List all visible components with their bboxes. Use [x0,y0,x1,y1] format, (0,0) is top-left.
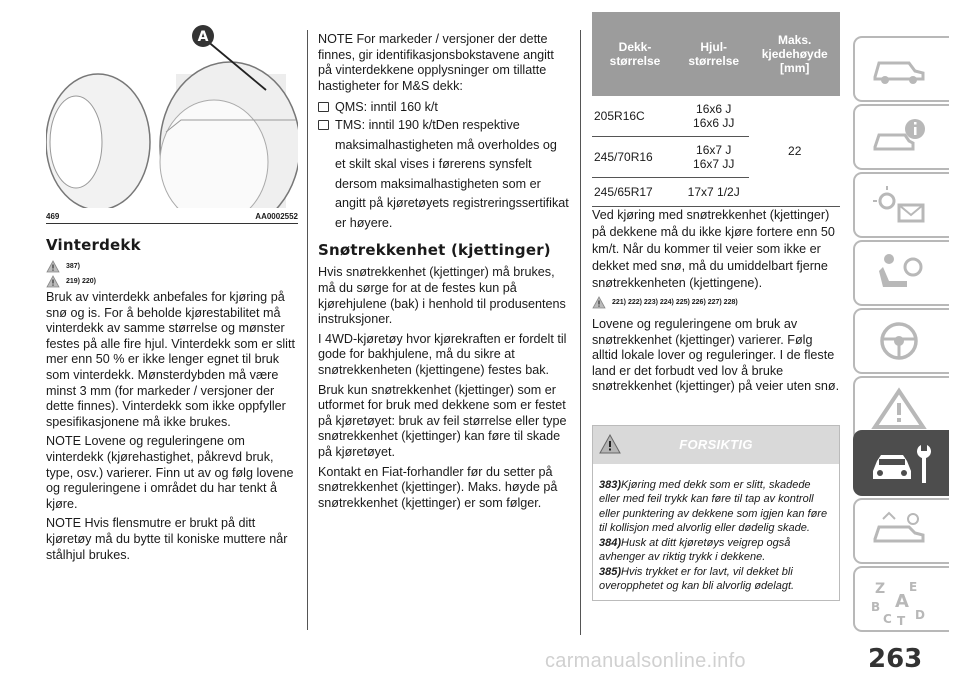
bullet-qms [318,98,570,116]
warning-icon [599,434,621,454]
info-car-icon [869,115,929,159]
car-wrench-icon [869,441,935,489]
figure-number: 469 [46,212,60,221]
table-header-max-height: Maks. kjedehøyde [mm] [749,12,840,96]
tab-instruments[interactable] [853,104,949,170]
steering-wheel-icon [869,319,929,363]
checkbox-bullet-icon [318,120,329,130]
warning-icon [46,275,60,288]
svg-text:A: A [895,591,909,612]
tyre-illustration [46,12,298,208]
caution-number: 384) [599,536,622,549]
paragraph-chains-dealer: Kontakt en Fiat-forhandler før du setter på snøtrekkenhet (kjettinger). Maks. høyde på snøtrekkenhet (kjettinger) er som følger. [318,464,558,510]
caution-text: Kjøring med dekk som er slitt, skadede eller med feil trykk kan føre til tap av kontroll eller punktering av dekkene som igjen kan føre til kollisjon med alvorlig eller dødelig skade. [599,478,828,535]
ref-221-228: 221) 222) 223) 224) 225) 226) 227) 228) [612,299,738,306]
table-cell-wheel: 16x7 J 16x7 JJ [678,137,749,178]
tab-starting-driving[interactable] [853,308,949,374]
caution-text: Husk at ditt kjøretøys veigrep også avhenger av riktig trykk i dekkene. [599,536,791,564]
column-divider [580,30,581,635]
table-cell-size: 245/65R17 [594,185,653,199]
ref-row-3 [592,296,840,309]
checkbox-bullet-icon [318,102,329,112]
callout-a: A [197,29,209,45]
technical-car-icon [869,509,929,553]
bullet-text: QMS: inntil 160 k/t [335,100,438,115]
figure-code: AA0002552 [255,212,298,221]
light-envelope-icon [869,183,929,227]
table-cell-wheel: 16x6 J 16x6 JJ [678,96,749,137]
bullet-tms [318,116,570,233]
tab-index[interactable] [853,566,949,632]
svg-text:C: C [883,612,892,626]
paragraph-note-ms: NOTE For markeder / versjoner der dette finnes, gir identifikasjonsbokstavene angitt på vinterdekkene opplysninger om tillatte hastigheter for M&S dekk: [318,32,554,93]
paragraph-chains-type: Bruk kun snøtrekkenhet (kjettinger) som er utformet for bruk med dekkene som er festet på kjøretøyet: bruk av feil størrelse eller type snøtrekkenhet (kjettinger) kan føre til skade på kjøretøyet. [318,382,567,459]
car-overview-icon [869,47,929,91]
tab-maintenance-active[interactable] [853,430,949,496]
caution-text: Hvis trykket er for lavt, vil dekket bli overopphetet og kan bli alvorlig ødelagt. [599,565,795,593]
table-cell-wheel: 17x7 1/2J [687,185,740,199]
paragraph-chains-4wd: I 4WD-kjøretøy hvor kjørekraften er fordelt til gode for bakhjulene, må du sikre at snøtrekkenheten (kjettingene) festes bak. [318,331,567,377]
table-cell-size: 205R16C [592,96,678,137]
tab-lights-messages[interactable] [853,172,949,238]
alphabet-index-icon [869,577,939,627]
tab-technical-data[interactable] [853,498,949,564]
heading-snow-chains: Snøtrekkenhet (kjettinger) [318,241,551,260]
paragraph-note-laws: NOTE Lovene og reguleringene om vinterdekk (kjørehastighet, påkrevd bruk, type, osv.) varierer. Finn ut av og følg lovene og reguleringene i området du har tenkt å kjøre. [46,434,294,511]
chain-height-table [592,12,840,206]
warning-icon [46,260,60,273]
ref-row-2 [46,275,298,288]
svg-text:T: T [897,614,906,627]
heading-vinterdekk: Vinterdekk [46,236,141,254]
bullet-text: TMS: inntil 190 k/tDen respektive maksimalhastigheten må overholdes og et skilt skal vises i førerens synsfelt dersom maksimalhastigheten som er angitt på kjøretøyets registreringssertifikat er høyere. [335,118,569,230]
table-cell-size: 245/70R16 [592,137,678,178]
paragraph-note-nuts: NOTE Hvis flensmutre er brukt på ditt kjøretøy må du bytte til koniske muttere når stålhjul brukes. [46,516,288,562]
caution-header [593,426,839,464]
svg-text:Z: Z [875,581,886,597]
caution-number: 383) [599,478,622,491]
column-right [592,12,840,601]
tyre-figure [46,12,298,208]
paragraph-chains-laws: Lovene og reguleringene om bruk av snøtrekkenhet (kjettinger) varierer. Følg alltid lokale lover og reguleringer. I de fleste land er det forbudt ved lov å bruke snøtrekkenhet (kjettinger) på veier uten snø. [592,317,840,394]
table-row [592,96,840,137]
paragraph-winter-tyres: Bruk av vinterdekk anbefales for kjøring på snø og is. For å beholde kjørestabilitet må vinterdekk av samme størrelse og mønster festes på alle fire hjul. Vinterdekk som er slitt mer enn 50 % er ikke lenger egnet til bruk som vinterdekk. Mønsterdybden må være minst 3 mm (for markeder / versjoner der dette finnes). Vinterdekk som ikke oppfyller spesifikasjonene må ikke brukes. [46,290,295,429]
figure-caption [46,212,298,224]
column-left [46,0,298,567]
table-header-wheel-size: Hjul- størrelse [678,12,749,96]
svg-text:B: B [871,600,881,614]
caution-body [593,464,839,600]
caution-number: 385) [599,565,622,578]
svg-text:E: E [909,580,918,594]
column-divider [307,30,308,630]
watermark: carmanualsonline.info [545,650,746,672]
caution-item [599,478,833,536]
paragraph-chains-drive-wheels: Hvis snøtrekkenhet (kjettinger) må brukes, må du sørge for at de festes kun på kjørehjulene (bak) i henhold til produsentens instruksjoner. [318,265,566,327]
column-middle [318,32,570,515]
caution-item [599,536,833,565]
ref-row-1 [46,260,298,273]
page-number: 263 [868,644,923,674]
caution-item [599,565,833,594]
warning-icon [592,296,606,309]
caution-title: FORSIKTIG [679,437,753,453]
svg-text:D: D [915,608,925,622]
table-cell-height: 22 [788,144,802,158]
tab-safety[interactable] [853,240,949,306]
warning-triangle-icon [869,387,929,431]
table-header-tyre-size: Dekk- størrelse [592,12,678,96]
caution-box [592,425,840,601]
ref-387: 387) [66,263,81,270]
seat-airbag-icon [869,251,929,295]
paragraph-chains-speed: Ved kjøring med snøtrekkenhet (kjettinger) på dekkene må du ikke kjøre fortere enn 50 km/t. Når du kommer til veier som ikke er dekket med snø, må du umiddelbart fjerne snøtrekkenheten (kjettingene). [592,208,835,290]
ref-219-220: 219) 220) [66,278,96,285]
tab-car-overview[interactable] [853,36,949,102]
